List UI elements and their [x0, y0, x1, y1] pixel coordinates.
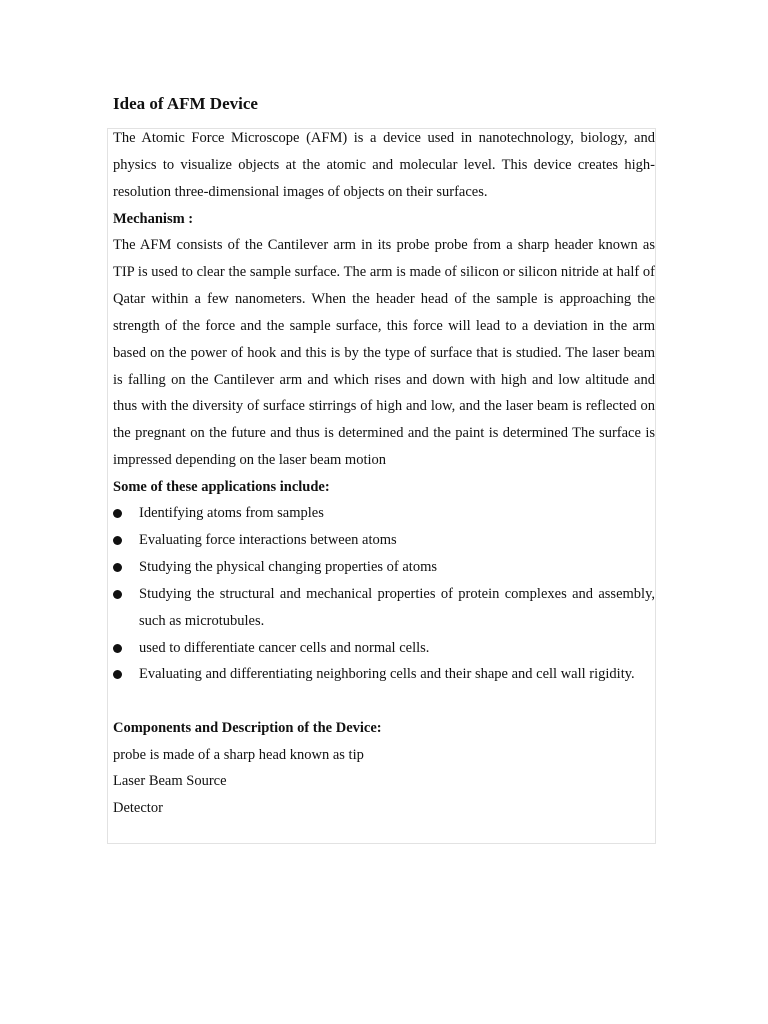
list-item [113, 554, 655, 581]
applications-list [113, 500, 655, 688]
list-item [113, 500, 655, 527]
bullet-icon [113, 536, 122, 545]
mechanism-heading: Mechanism : [113, 211, 194, 227]
component-item: Laser Beam Source [113, 773, 227, 789]
bullet-icon [113, 590, 122, 599]
list-item [113, 527, 655, 554]
list-item-text: used to differentiate cancer cells and normal cells. [139, 639, 430, 656]
bullet-icon [113, 509, 122, 518]
list-item [113, 635, 655, 662]
applications-heading: Some of these applications include: [113, 479, 330, 495]
list-item [113, 581, 655, 635]
list-item [113, 661, 655, 688]
intro-paragraph: The Atomic Force Microscope (AFM) is a device used in nanotechnology, biology, and physics to visualize objects at the atomic and molecular level. This device creates high-resolution three-dimensional images of objects on their surfaces. [113, 130, 655, 200]
components-heading: Components and Description of the Device: [113, 720, 382, 736]
list-item-text: Studying the structural and mechanical properties of protein complexes and assembly, such as microtubules. [139, 585, 655, 629]
bullet-icon [113, 670, 122, 679]
list-item-text: Identifying atoms from samples [139, 505, 324, 521]
page-title: Idea of AFM Device [113, 94, 258, 113]
bullet-icon [113, 644, 122, 653]
component-item: probe is made of a sharp head known as tip [113, 747, 364, 763]
list-item-text: Evaluating and differentiating neighboring cells and their shape and cell wall rigidity. [139, 666, 635, 683]
list-item-text: Studying the physical changing properties of atoms [139, 558, 438, 575]
list-item-text: Evaluating force interactions between atoms [139, 531, 397, 548]
component-item: Detector [113, 800, 163, 816]
mechanism-paragraph: The AFM consists of the Cantilever arm in its probe probe from a sharp header known as TIP is used to clear the sample surface. The arm is made of silicon or silicon nitride at half of Qatar within a few nanometers. When the header head of the sample is approaching the strength of the force and the sample surface, this force will lead to a deviation in the arm based on the power of hook and this is by the type of surface that is studied. The laser beam is falling on the Cantilever arm and which rises and down with high and low altitude and thus with the diversity of surface stirrings of high and low, and the laser beam is reflected on the pregnant on the future and thus is determined and the paint is determined The surface is impressed depending on the laser beam motion [113, 237, 655, 469]
bullet-icon [113, 563, 122, 572]
